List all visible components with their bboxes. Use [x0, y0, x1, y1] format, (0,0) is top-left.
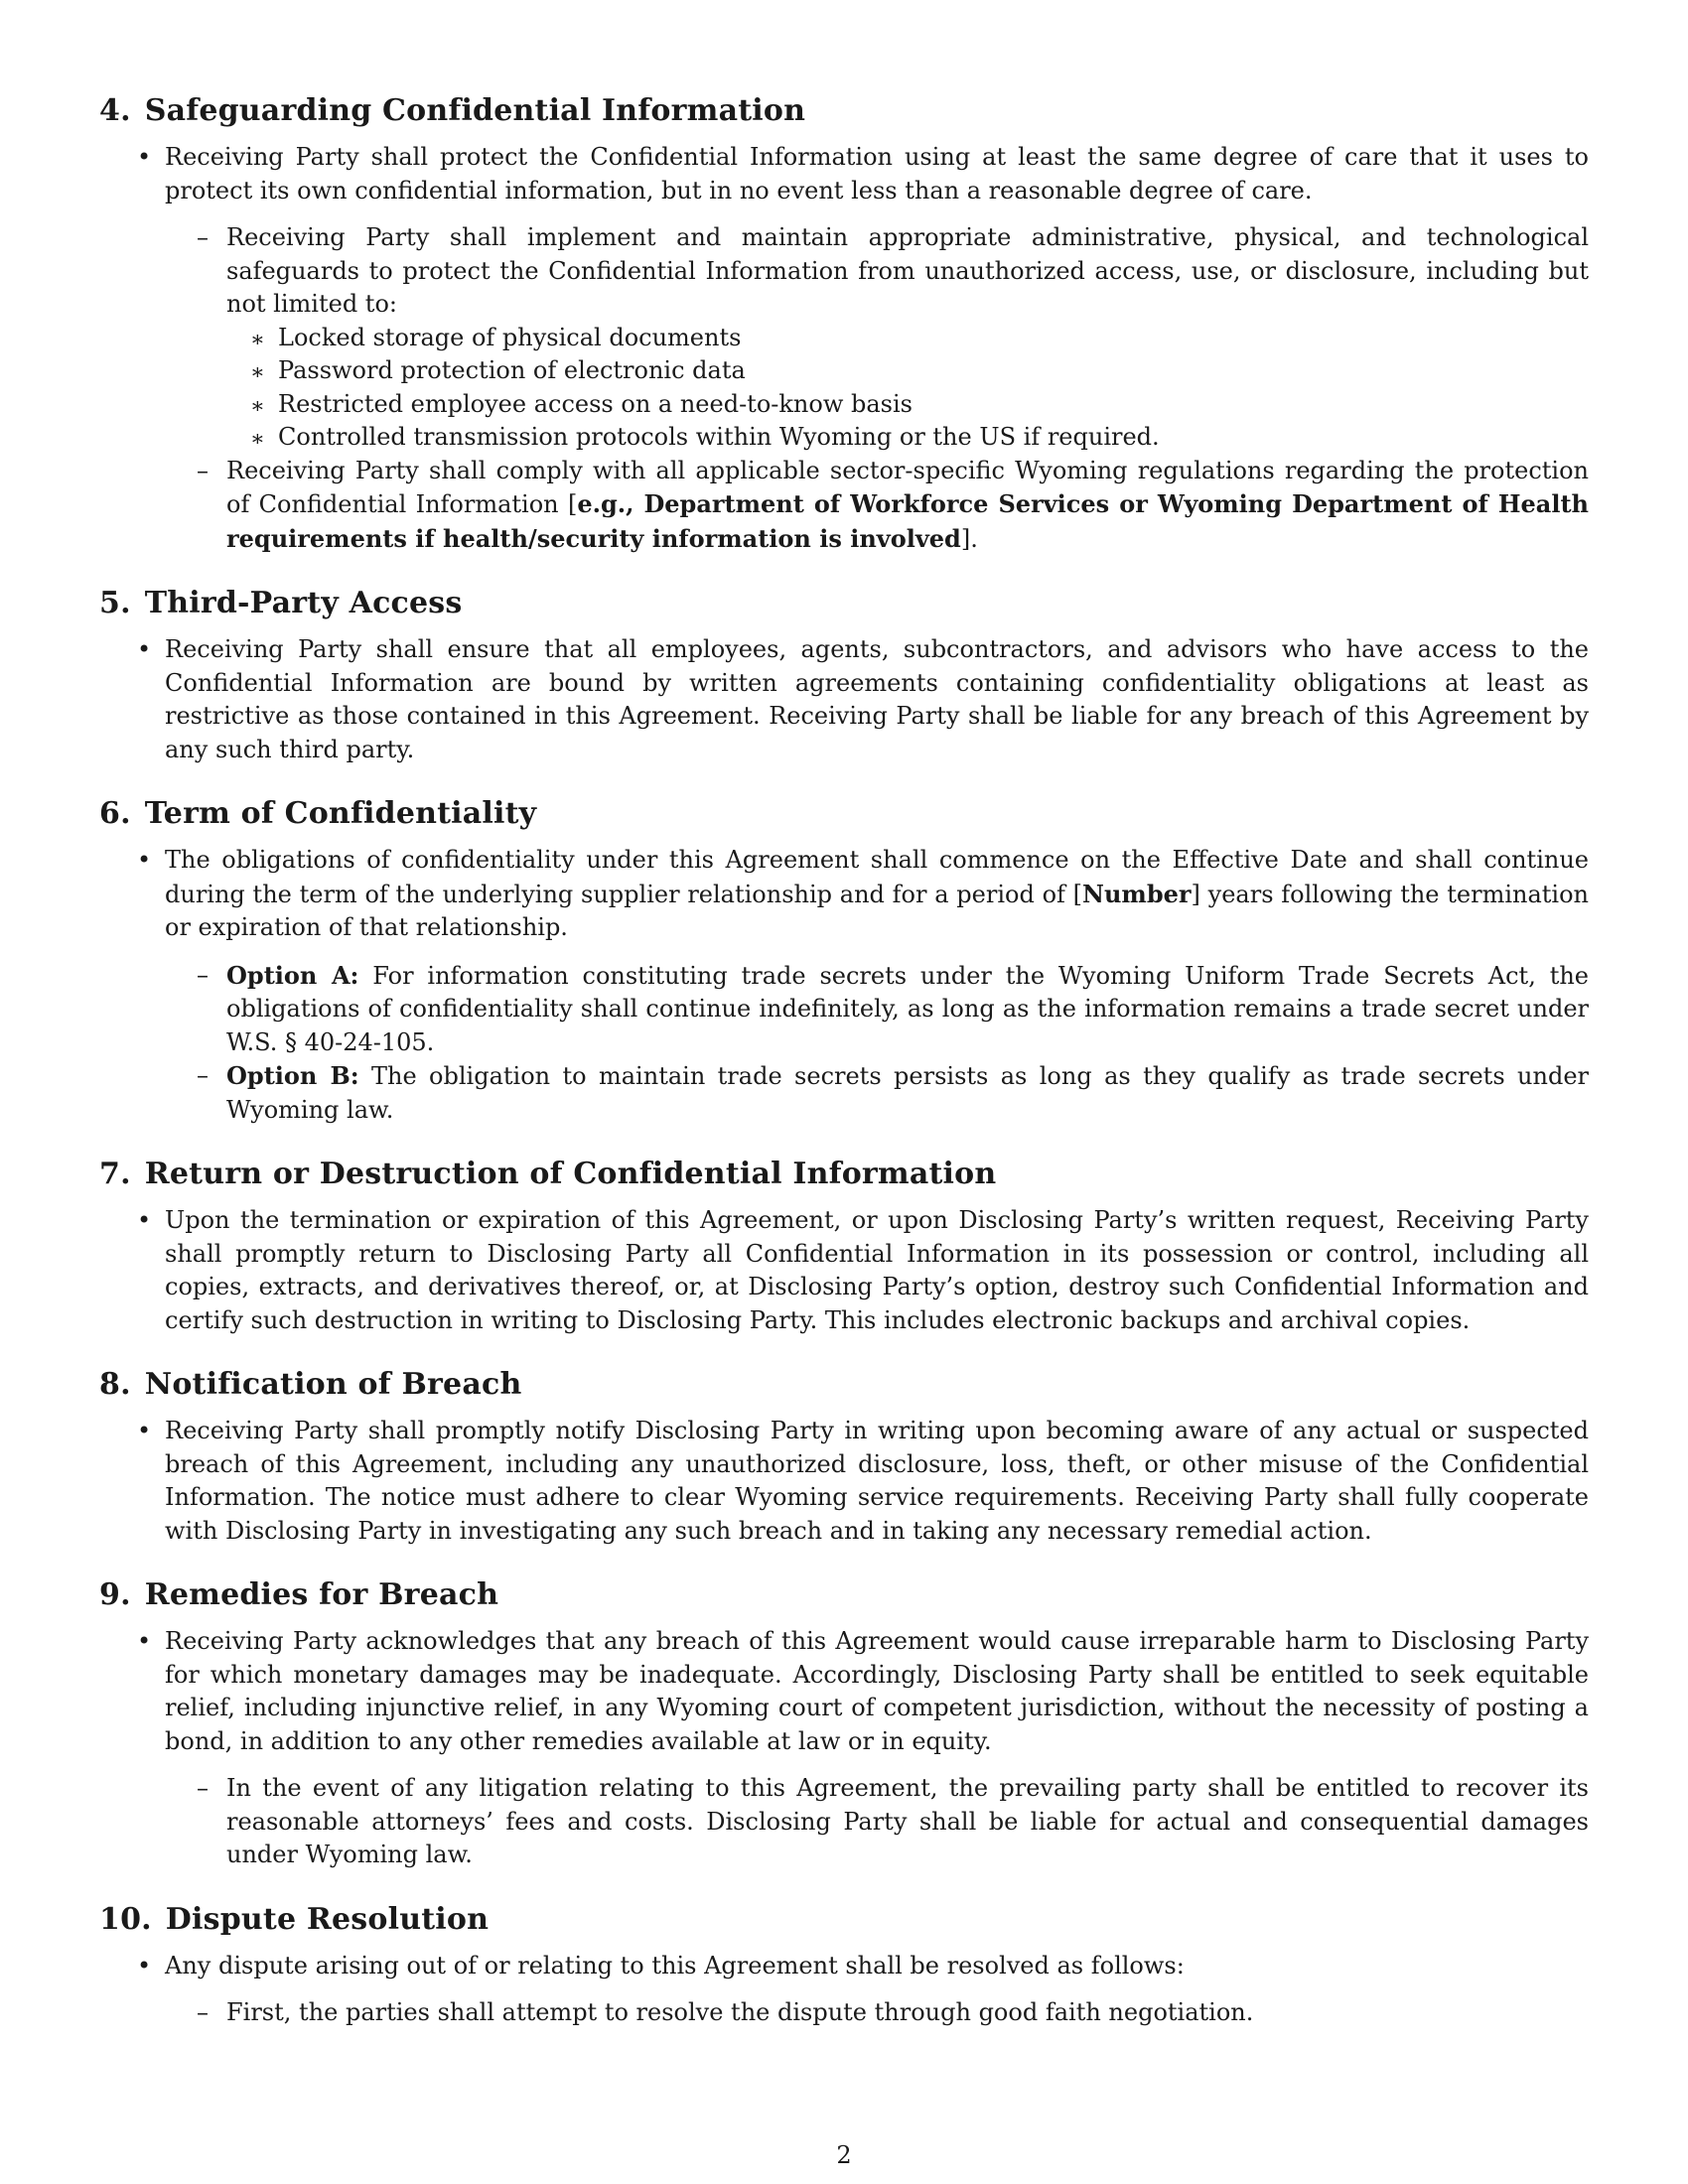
- list-item: [99, 1950, 1589, 1983]
- sub-list-item: [99, 1059, 1589, 1127]
- section-number: 10.: [99, 1901, 152, 1937]
- bullet-icon: •: [137, 143, 152, 171]
- section-heading: [99, 1900, 1589, 1940]
- text-run: Receiving Party shall comply with all applicable sector-specific Wyoming regulations regarding the protection of Confidential Information [: [226, 456, 1589, 518]
- section-5: [99, 584, 1589, 766]
- section-number: 8.: [99, 1367, 131, 1402]
- section-title: Term of Confidentiality: [144, 796, 537, 831]
- sub-sub-list-item-text: Password protection of electronic data: [278, 356, 746, 384]
- text-run: ] years following the termination or expiration of that relationship.: [165, 880, 1590, 941]
- sub-list-item-text: [226, 959, 1589, 1060]
- sub-list-item: [99, 959, 1589, 1060]
- dash-icon: –: [197, 223, 209, 251]
- sub-list-item: [99, 221, 1589, 322]
- section-title: Dispute Resolution: [165, 1901, 490, 1937]
- sub-list-item: [99, 1772, 1589, 1872]
- page-number: 2: [836, 2141, 852, 2169]
- section-title: Third-Party Access: [144, 586, 463, 620]
- sub-list-item-text: In the event of any litigation relating to this Agreement, the prevailing party shall be entitled to recover its reasonable attorneys’ fees and costs. Disclosing Party shall be liable for actual and consequential damages under Wyoming law.: [226, 1774, 1589, 1868]
- section-title: Notification of Breach: [144, 1367, 522, 1402]
- asterisk-icon: ∗: [250, 327, 265, 352]
- bullet-icon: •: [137, 1627, 152, 1655]
- section-number: 6.: [99, 796, 131, 831]
- section-10: [99, 1900, 1589, 2030]
- section-8: [99, 1365, 1589, 1548]
- section-heading: [99, 1155, 1589, 1194]
- list-item: [99, 1415, 1589, 1548]
- text-run: ].: [960, 524, 978, 553]
- text-run: The obligation to maintain trade secrets persists as long as they qualify as trade secrets under Wyoming law.: [226, 1062, 1589, 1124]
- section-4: [99, 91, 1589, 556]
- asterisk-icon: ∗: [250, 427, 265, 452]
- text-run: For information constituting trade secrets under the Wyoming Uniform Trade Secrets Act, the obligations of confidentiality shall continue indefinitely, as long as the information remains a trade secret under W.S. § 40-24-105.: [226, 961, 1589, 1056]
- sub-list-item: [99, 1996, 1589, 2030]
- list-item-text: [165, 844, 1589, 945]
- bullet-icon: •: [137, 1417, 152, 1444]
- option-label: Option A:: [226, 960, 359, 990]
- sub-list-item-text: First, the parties shall attempt to resolve the dispute through good faith negotiation.: [226, 1998, 1254, 2026]
- sub-sub-list-item: [99, 388, 1589, 422]
- section-9: [99, 1575, 1589, 1872]
- sub-list-item: [99, 455, 1589, 557]
- dash-icon: –: [197, 456, 209, 484]
- asterisk-icon: ∗: [250, 360, 265, 385]
- sub-sub-list-item-text: Restricted employee access on a need-to-know basis: [278, 389, 913, 418]
- bold-text: e.g., Department of Workforce Services or Wyoming Department of Health requirements if health/security information is involved: [226, 489, 1589, 553]
- sub-sub-list-item-text: Locked storage of physical documents: [278, 323, 742, 351]
- list-item-text: Upon the termination or expiration of this Agreement, or upon Disclosing Party’s written request, Receiving Party shall promptly return to Disclosing Party all Confidential Information in its possession or control, including all copies, extracts, and derivatives thereof, or, at Disclosing Party’s option, destroy such Confidential Information and certify such destruction in writing to Disclosing Party. This includes electronic backups and archival copies.: [165, 1206, 1589, 1334]
- section-number: 5.: [99, 586, 131, 620]
- option-label: Option B:: [226, 1061, 359, 1090]
- section-number: 9.: [99, 1577, 131, 1612]
- section-number: 7.: [99, 1157, 131, 1191]
- text-run: The obligations of confidentiality under this Agreement shall commence on the Effective Date and shall continue during the term of the underlying supplier relationship and for a period of [: [165, 846, 1589, 908]
- section-6: [99, 794, 1589, 1127]
- sub-list-item-text: [226, 1059, 1589, 1127]
- section-heading: [99, 794, 1589, 834]
- asterisk-icon: ∗: [250, 393, 265, 419]
- section-heading: [99, 91, 1589, 131]
- bullet-icon: •: [137, 1951, 152, 1979]
- list-item: [99, 141, 1589, 207]
- list-item-text: Receiving Party shall ensure that all employees, agents, subcontractors, and advisors who have access to the Confidential Information are bound by written agreements containing confidentiality obligations at least as restrictive as those contained in this Agreement. Receiving Party shall be liable for any breach of this Agreement by any such third party.: [165, 635, 1589, 763]
- list-item: [99, 1625, 1589, 1758]
- dash-icon: –: [197, 960, 209, 989]
- list-item-text: Receiving Party shall protect the Confidential Information using at least the same degree of care that it uses to protect its own confidential information, but in no event less than a reasonable degree of care.: [165, 143, 1589, 205]
- bullet-icon: •: [137, 846, 152, 874]
- section-title: Remedies for Breach: [144, 1577, 499, 1612]
- list-item-text: Receiving Party shall promptly notify Disclosing Party in writing upon becoming aware of any actual or suspected breach of this Agreement, including any unauthorized disclosure, loss, theft, or other misuse of the Confidential Information. The notice must adhere to clear Wyoming service requirements. Receiving Party shall fully cooperate with Disclosing Party in investigating any such breach and in taking any necessary remedial action.: [165, 1417, 1589, 1545]
- document-body: [99, 91, 1589, 2058]
- list-item-text: Receiving Party acknowledges that any breach of this Agreement would cause irreparable harm to Disclosing Party for which monetary damages may be inadequate. Accordingly, Disclosing Party shall be entitled to seek equitable relief, including injunctive relief, in any Wyoming court of competent jurisdiction, without the necessity of posting a bond, in addition to any other remedies available at law or in equity.: [165, 1627, 1589, 1755]
- sub-list-item-text: [226, 455, 1589, 557]
- dash-icon: –: [197, 1061, 209, 1089]
- dash-icon: –: [197, 1998, 209, 2026]
- section-title: Return or Destruction of Confidential Information: [144, 1157, 997, 1191]
- section-heading: [99, 584, 1589, 623]
- section-heading: [99, 1575, 1589, 1615]
- bullet-icon: •: [137, 635, 152, 663]
- list-item: [99, 1204, 1589, 1337]
- sub-sub-list-item: [99, 421, 1589, 455]
- bullet-icon: •: [137, 1206, 152, 1234]
- list-item: [99, 844, 1589, 945]
- bold-text: Number: [1082, 879, 1192, 908]
- list-item-text: Any dispute arising out of or relating to this Agreement shall be resolved as follows:: [165, 1951, 1185, 1979]
- sub-sub-list-item: [99, 354, 1589, 388]
- section-heading: [99, 1365, 1589, 1405]
- section-title: Safeguarding Confidential Information: [144, 93, 806, 128]
- dash-icon: –: [197, 1774, 209, 1802]
- section-7: [99, 1155, 1589, 1337]
- sub-sub-list-item: [99, 322, 1589, 355]
- section-number: 4.: [99, 93, 131, 128]
- list-item: [99, 633, 1589, 766]
- sub-list-item-text: Receiving Party shall implement and maintain appropriate administrative, physical, and technological safeguards to protect the Confidential Information from unauthorized access, use, or disclosure, including but not limited to:: [226, 223, 1589, 318]
- sub-sub-list-item-text: Controlled transmission protocols within Wyoming or the US if required.: [278, 423, 1160, 451]
